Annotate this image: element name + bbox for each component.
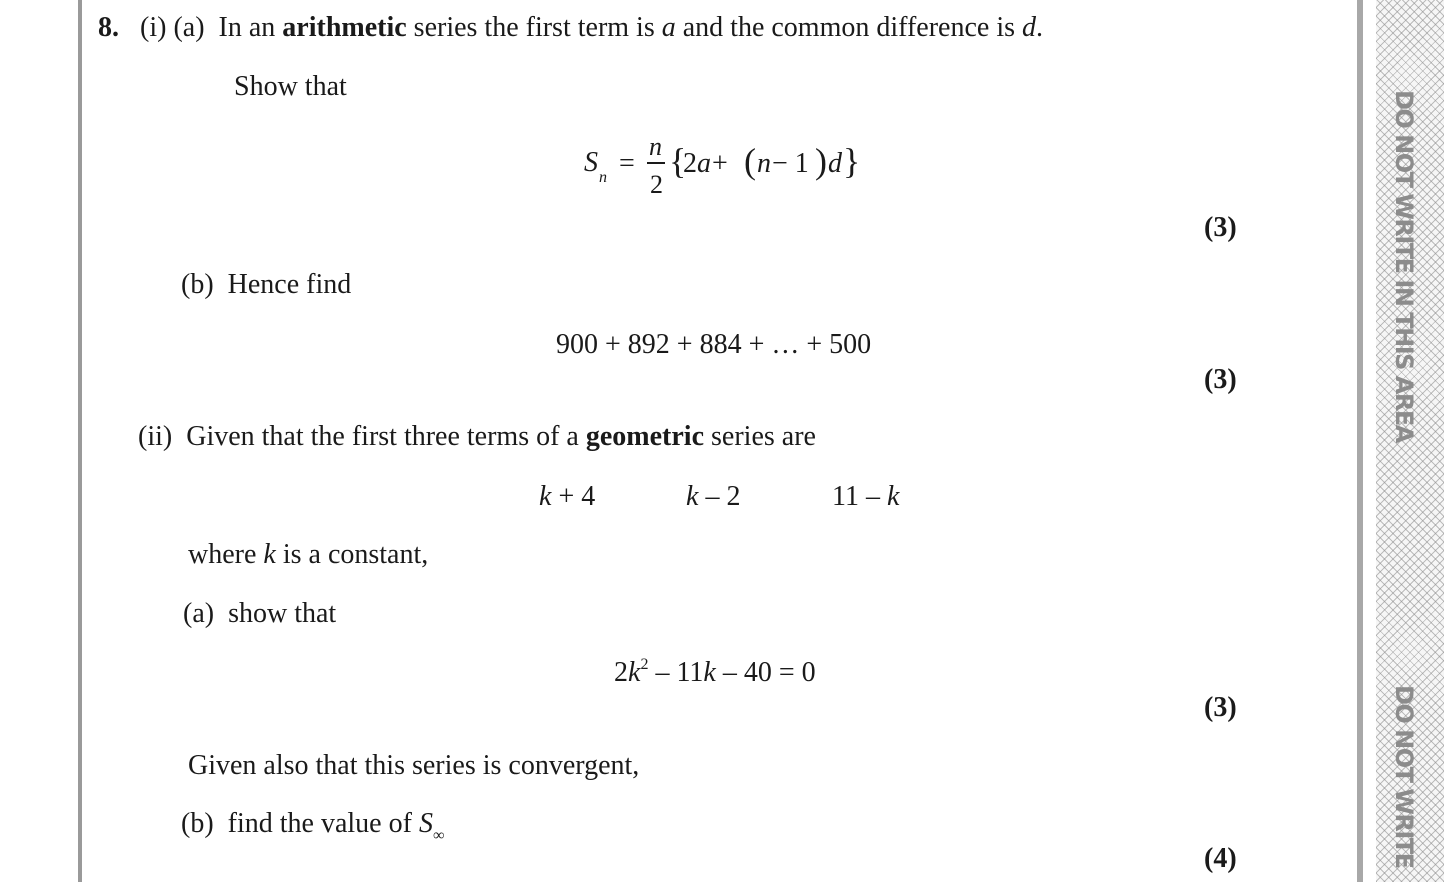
part-ii-b-label: (b)	[181, 808, 214, 839]
formula-minus-one: − 1	[772, 148, 809, 179]
part-ii-b-line	[181, 808, 445, 844]
marks-ii-b: (4)	[1204, 843, 1237, 874]
part-i-a-label: (a)	[173, 12, 205, 43]
term-2	[686, 483, 740, 511]
formula-equals: =	[619, 148, 635, 179]
given-also: Given also that this series is convergent,	[188, 750, 640, 781]
term-1	[539, 483, 595, 511]
formula-two: 2	[683, 148, 697, 179]
term-3-var: k	[886, 481, 900, 512]
eq-mid: – 11	[648, 657, 704, 688]
where-pre: where	[188, 539, 257, 570]
arithmetic-expression: 900 + 892 + 884 + … + 500	[556, 329, 872, 360]
term-2-rest: – 2	[698, 481, 741, 512]
eq-end: – 40 = 0	[715, 657, 816, 688]
hence-find: Hence find	[227, 269, 352, 300]
formula-brace-open: {	[669, 141, 687, 181]
infinity-sub: ∞	[432, 827, 445, 844]
intro-and: and the common difference is	[682, 12, 1015, 43]
formula-a: a	[697, 148, 711, 179]
where-var: k	[263, 539, 276, 570]
formula-paren-close: )	[815, 141, 827, 181]
part-i-b-label: (b)	[181, 269, 214, 300]
var-a: a	[661, 12, 676, 43]
show-that-1: Show that	[234, 71, 347, 102]
term-3-pre: 11 –	[832, 481, 887, 512]
formula-brace-close: }	[843, 141, 861, 181]
intro-mid: series the first term is	[413, 12, 655, 43]
part-ii-a-label: (a)	[183, 598, 215, 629]
intro-bold-geometric: geometric	[585, 421, 705, 452]
part-i-label: (i)	[140, 12, 167, 43]
part-ii-intro-end: series are	[711, 421, 816, 452]
part-ii-a-line	[183, 600, 336, 628]
intro-bold-arithmetic: arithmetic	[282, 12, 407, 43]
do-not-write-warning-2: DO NOT WRITE	[1390, 685, 1418, 868]
eq-exponent: 2	[640, 656, 649, 673]
term-3	[832, 483, 899, 511]
formula-paren-open: (	[744, 141, 756, 181]
formula-denominator: 2	[650, 170, 663, 199]
quadratic-equation	[614, 656, 816, 688]
question-number: 8.	[98, 12, 119, 43]
where-end: is a constant,	[282, 539, 429, 570]
formula-d: d	[828, 148, 842, 179]
formula-n: n	[757, 148, 771, 179]
where-line	[188, 541, 428, 569]
show-that-2: show that	[228, 598, 337, 629]
formula-S: S	[584, 147, 598, 178]
part-ii-line	[138, 423, 816, 451]
formula-n-sub: n	[599, 169, 607, 186]
eq-var-k: k	[628, 657, 641, 688]
marks-i-a: (3)	[1204, 212, 1237, 243]
var-d: d	[1022, 12, 1036, 43]
find-value: find the value of	[227, 808, 412, 839]
fraction-bar	[647, 162, 665, 164]
formula-numerator: n	[649, 132, 662, 161]
term-1-var: k	[539, 481, 552, 512]
part-ii-intro-pre: Given that the first three terms of a	[186, 421, 579, 452]
s-infinity: S	[418, 808, 433, 839]
left-margin-rule	[78, 0, 82, 882]
right-margin-rule	[1357, 0, 1363, 882]
part-i-b-line	[181, 271, 351, 299]
question-line-1a	[98, 14, 1043, 42]
term-2-var: k	[686, 481, 699, 512]
formula-plus: +	[712, 148, 728, 179]
part-ii-label: (ii)	[138, 421, 173, 452]
intro-end: .	[1036, 12, 1043, 43]
term-1-rest: + 4	[551, 481, 596, 512]
eq-var-k-2: k	[703, 657, 716, 688]
do-not-write-warning: DO NOT WRITE IN THIS AREA	[1390, 90, 1418, 442]
intro-pre: In an	[218, 12, 276, 43]
marks-i-b: (3)	[1204, 364, 1237, 395]
eq-pre: 2	[614, 657, 628, 688]
marks-ii-a: (3)	[1204, 692, 1237, 723]
